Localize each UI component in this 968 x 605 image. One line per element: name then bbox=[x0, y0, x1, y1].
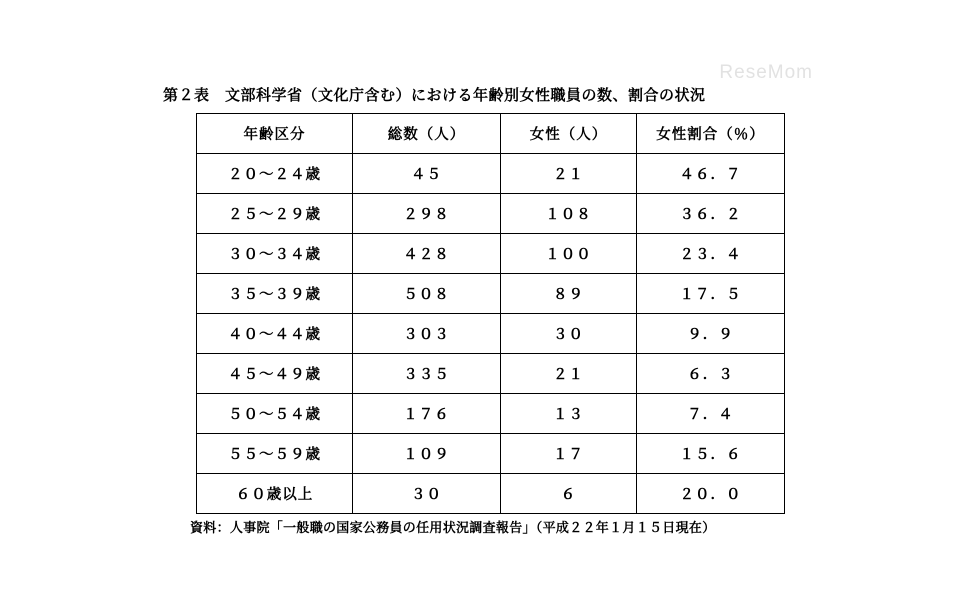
cell-age: ３０～３４歳 bbox=[197, 234, 353, 274]
cell-female: ６ bbox=[501, 474, 637, 514]
cell-female: １００ bbox=[501, 234, 637, 274]
table-row bbox=[197, 194, 785, 234]
table-row bbox=[197, 354, 785, 394]
watermark: ReseMom bbox=[719, 62, 813, 83]
column-header-female: 女性（人） bbox=[501, 114, 637, 154]
statistics-table bbox=[196, 113, 785, 514]
cell-total: ２９８ bbox=[353, 194, 501, 234]
table-row bbox=[197, 274, 785, 314]
table-row bbox=[197, 234, 785, 274]
column-header-total: 総数（人） bbox=[353, 114, 501, 154]
cell-total: ４２８ bbox=[353, 234, 501, 274]
cell-female: ２１ bbox=[501, 354, 637, 394]
cell-total: ３０ bbox=[353, 474, 501, 514]
cell-ratio: ２３．４ bbox=[637, 234, 785, 274]
page-title: 第２表 文部科学省（文化庁含む）における年齢別女性職員の数、割合の状況 bbox=[163, 87, 706, 104]
cell-female: ２１ bbox=[501, 154, 637, 194]
cell-total: ３３５ bbox=[353, 354, 501, 394]
source-note: 資料：人事院「一般職の国家公務員の任用状況調査報告」（平成２２年１月１５日現在） bbox=[190, 520, 716, 535]
table-row bbox=[197, 394, 785, 434]
cell-female: ３０ bbox=[501, 314, 637, 354]
cell-ratio: ２０．０ bbox=[637, 474, 785, 514]
table-row bbox=[197, 474, 785, 514]
cell-female: １０８ bbox=[501, 194, 637, 234]
cell-age: ３５～３９歳 bbox=[197, 274, 353, 314]
cell-total: ３０３ bbox=[353, 314, 501, 354]
cell-age: ４５～４９歳 bbox=[197, 354, 353, 394]
column-header-ratio: 女性割合（％） bbox=[637, 114, 785, 154]
cell-total: ４５ bbox=[353, 154, 501, 194]
cell-female: ８９ bbox=[501, 274, 637, 314]
table-row bbox=[197, 314, 785, 354]
cell-ratio: １５．６ bbox=[637, 434, 785, 474]
table-header-row bbox=[197, 114, 785, 154]
cell-age: ４０～４４歳 bbox=[197, 314, 353, 354]
cell-ratio: ７．４ bbox=[637, 394, 785, 434]
cell-total: ５０８ bbox=[353, 274, 501, 314]
cell-total: １０９ bbox=[353, 434, 501, 474]
cell-ratio: １７．５ bbox=[637, 274, 785, 314]
cell-ratio: ６．３ bbox=[637, 354, 785, 394]
cell-female: １７ bbox=[501, 434, 637, 474]
table-row bbox=[197, 434, 785, 474]
cell-age: ２５～２９歳 bbox=[197, 194, 353, 234]
table-row bbox=[197, 154, 785, 194]
cell-ratio: ３６．２ bbox=[637, 194, 785, 234]
cell-age: ５５～５９歳 bbox=[197, 434, 353, 474]
statistics-table-container bbox=[196, 113, 784, 514]
cell-total: １７６ bbox=[353, 394, 501, 434]
cell-age: ６０歳以上 bbox=[197, 474, 353, 514]
cell-ratio: ４６．７ bbox=[637, 154, 785, 194]
cell-ratio: ９．９ bbox=[637, 314, 785, 354]
cell-female: １３ bbox=[501, 394, 637, 434]
cell-age: ２０～２４歳 bbox=[197, 154, 353, 194]
column-header-age: 年齢区分 bbox=[197, 114, 353, 154]
cell-age: ５０～５４歳 bbox=[197, 394, 353, 434]
